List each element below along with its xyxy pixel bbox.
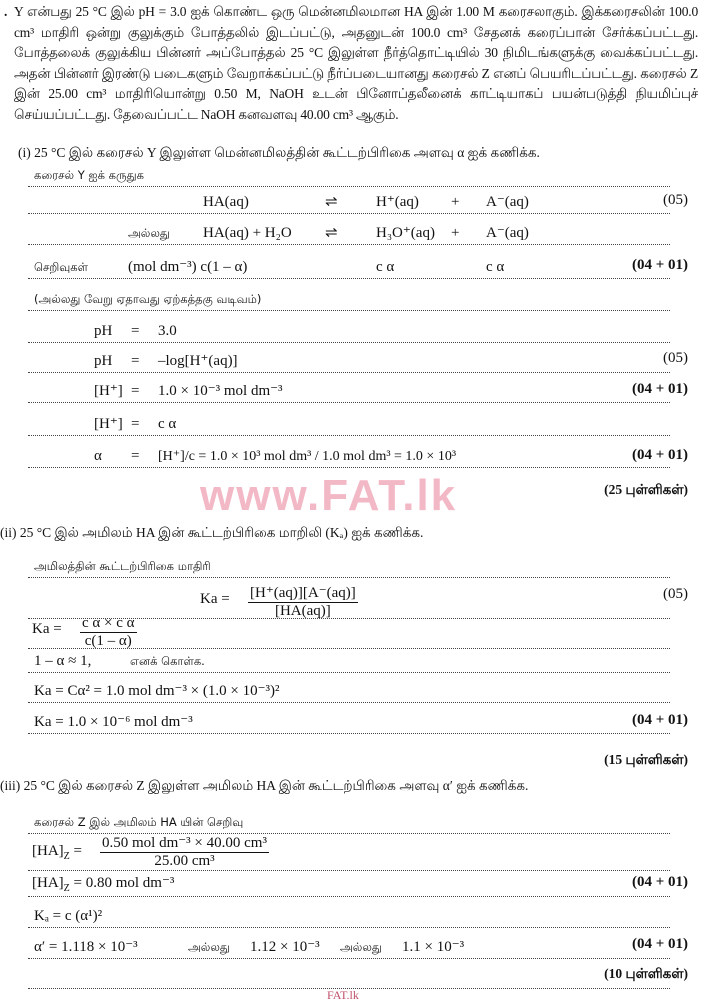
part-i-question: (i) 25 °C இல் கரைசல் Y இலுள்ள மென்னமிலத்தின் கூட்டற்பிரிகை அளவு α ஐக் கணிக்க. [18, 145, 540, 160]
answer-line [28, 320, 670, 343]
equilibrium-arrow-icon: ⇌ [325, 225, 338, 241]
ka-result: Ka = 1.0 × 10⁻⁶ mol dm⁻³ [34, 714, 193, 730]
or-text: அல்லது [188, 940, 230, 954]
reactant: HA(aq) + H₂O [203, 225, 292, 241]
answer-line [28, 222, 670, 245]
concentrations-label: செறிவுகள் [34, 260, 88, 274]
plus: + [451, 194, 460, 210]
conc-product-1: c α [376, 259, 395, 275]
total-marks: (25 புள்ளிகள்) [604, 482, 688, 497]
denominator: c(1 – α) [84, 633, 132, 649]
question-number: . [4, 4, 8, 19]
answer-line [28, 350, 670, 373]
numerator: c α × c α [82, 615, 135, 631]
answer-line [28, 811, 670, 834]
conc-reactant: (mol dm⁻³) c(1 – α) [128, 259, 248, 275]
answer-line [28, 874, 670, 897]
step-rhs: 1.0 × 10⁻³ mol dm⁻³ [158, 383, 283, 399]
marks: (04 + 01) [631, 447, 688, 463]
product-2: A⁻(aq) [486, 194, 529, 210]
product-1: H⁺(aq) [376, 194, 419, 210]
marks: (05) [663, 350, 688, 366]
denominator: [HA(aq)] [274, 603, 331, 619]
step-eq: = [131, 353, 140, 369]
ha-result: = 0.80 mol dm⁻³ [73, 875, 175, 891]
expression-label: அமிலத்தின் கூட்டற்பிரிகை மாதிரி [34, 559, 211, 573]
footer-watermark: FAT.lk [327, 988, 359, 1002]
marks: (04 + 01) [631, 874, 688, 890]
ka-lhs: Ka = [200, 591, 230, 607]
part-ii-question: (ii) 25 °C இல் அமிலம் HA இன் கூட்டற்பிரிகை மாறிலி (Kₐ) ஐக் கணிக்க. [0, 525, 424, 540]
assume-text: எனக் கொள்க. [130, 654, 205, 668]
answer-line [28, 413, 670, 436]
total-marks: (10 புள்ளிகள்) [604, 966, 688, 981]
alternative-note: (அல்லது வேறு ஏதாவது ஏற்கத்தகு வடிவம்) [34, 292, 262, 306]
plus: + [451, 225, 460, 241]
alpha-alt-1: 1.12 × 10⁻³ [250, 939, 320, 955]
step-lhs: [H⁺] [94, 416, 123, 432]
reactant: HA(aq) [203, 194, 249, 210]
ka-calculation: Ka = Cα² = 1.0 mol dm⁻³ × (1.0 × 10⁻³)² [34, 683, 280, 699]
answer-line [28, 615, 670, 649]
ha-symbol: [HA] [32, 875, 64, 891]
marks: (04 + 01) [631, 936, 688, 952]
step-rhs: –log[H⁺(aq)] [158, 353, 238, 369]
answer-line [28, 191, 670, 214]
denominator: 25.00 cm³ [154, 853, 215, 869]
step-eq: = [131, 416, 140, 432]
answer-line [28, 555, 670, 578]
step-rhs: 3.0 [158, 323, 177, 339]
part-iii-question: (iii) 25 °C இல் கரைசல் Z இலுள்ள அமிலம் HA இன் கூட்டற்பிரிகை அளவு α′ ஐக் கணிக்க. [0, 778, 529, 793]
alpha-alt-2: 1.1 × 10⁻³ [402, 939, 465, 955]
or-text: அல்லது [340, 940, 382, 954]
equilibrium-arrow-icon: ⇌ [325, 194, 338, 210]
step-lhs: pH [94, 353, 113, 369]
equals: = [73, 843, 82, 859]
marks: (05) [663, 586, 688, 602]
answer-line [28, 256, 670, 279]
alpha-result: α′ = 1.118 × 10⁻³ [34, 939, 138, 955]
product-1: H₃O⁺(aq) [376, 225, 435, 241]
step-eq: = [131, 383, 140, 399]
numerator: [H⁺(aq)][A⁻(aq)] [250, 585, 356, 601]
step-lhs: [H⁺] [94, 383, 123, 399]
or-text: அல்லது [128, 226, 170, 240]
conc-product-2: c α [486, 259, 505, 275]
ha-symbol: [HA] [32, 843, 64, 859]
marks: (04 + 01) [631, 257, 688, 273]
intro-text: Y என்பது 25 °C இல் pH = 3.0 ஐக் கொண்ட ஒரு மென்னமிலமான HA இன் 1.00 M கரைசலாகும். இக்கரைசலின் 100.0 cm³ மாதிரி ஒன்று குலுக்கும் போத்தலில் இடப்பட்டு, அதனுடன் 100.0 cm³ சேதனக் கரைப்பான் சேர்க்கப்பட்டது. போத்தலைக் குலுக்கிய பின்னர் அப்போத்தல் 25 °C இலுள்ள நீர்த்தொட்டியில் 30 நிமிடங்களுக்கு வைக்கப்பட்டது. அதன் பின்னர் இரண்டு படைகளும் வேறாக்கப்பட்டு நீர்ப்படையானது கரைசல் Z எனப் பெயரிடப்பட்டது. கரைசல் Z இன் 25.00 cm³ மாதிரியொன்று 0.50 M, NaOH உடன் பினோப்தலீனைக் காட்டியாகப் பயன்படுத்தி நியமிப்புச் செய்யப்பட்டது. தேவைப்பட்ட NaOH கனவளவு 40.00 cm³ ஆகும். [14, 4, 698, 122]
answer-line [28, 711, 670, 734]
step-rhs: [H⁺]/c = 1.0 × 10³ mol dm³ / 1.0 mol dm³ = 1.0 × 10³ [158, 449, 457, 464]
question-intro [4, 2, 698, 125]
answer-line [28, 680, 670, 703]
ka-lhs: Ka = [32, 621, 62, 637]
answer-line [28, 164, 670, 187]
ka-fraction [248, 583, 358, 620]
marks: (05) [663, 192, 688, 208]
total-marks: (15 புள்ளிகள்) [604, 752, 688, 767]
ka-fraction [80, 615, 137, 650]
step-lhs: pH [94, 323, 113, 339]
answer-line [28, 445, 670, 468]
answer-line [28, 835, 670, 871]
answer-line [28, 288, 670, 311]
subscript: Z [63, 851, 70, 862]
subscript: Z [63, 883, 70, 894]
answer-line [28, 966, 670, 989]
consider-text: கரைசல் Y ஐக் கருதுக [34, 168, 145, 182]
marks: (04 + 01) [631, 712, 688, 728]
answer-line [28, 936, 670, 959]
step-eq: = [131, 448, 140, 464]
ka-expression: Kₐ = c (α¹)² [34, 908, 103, 924]
answer-line [28, 905, 670, 928]
step-eq: = [131, 323, 140, 339]
approximation: 1 – α ≈ 1, [34, 653, 92, 669]
numerator: 0.50 mol dm⁻³ × 40.00 cm³ [102, 835, 267, 851]
answer-line [28, 650, 670, 673]
watermark: www.FAT.lk [200, 471, 458, 520]
step-lhs: α [94, 448, 102, 464]
ha-fraction [100, 833, 269, 870]
product-2: A⁻(aq) [486, 225, 529, 241]
concentration-label: கரைசல் Z இல் அமிலம் HA யின் செறிவு [34, 815, 244, 829]
answer-line [28, 380, 670, 403]
marks: (04 + 01) [631, 381, 688, 397]
step-rhs: c α [158, 416, 177, 432]
